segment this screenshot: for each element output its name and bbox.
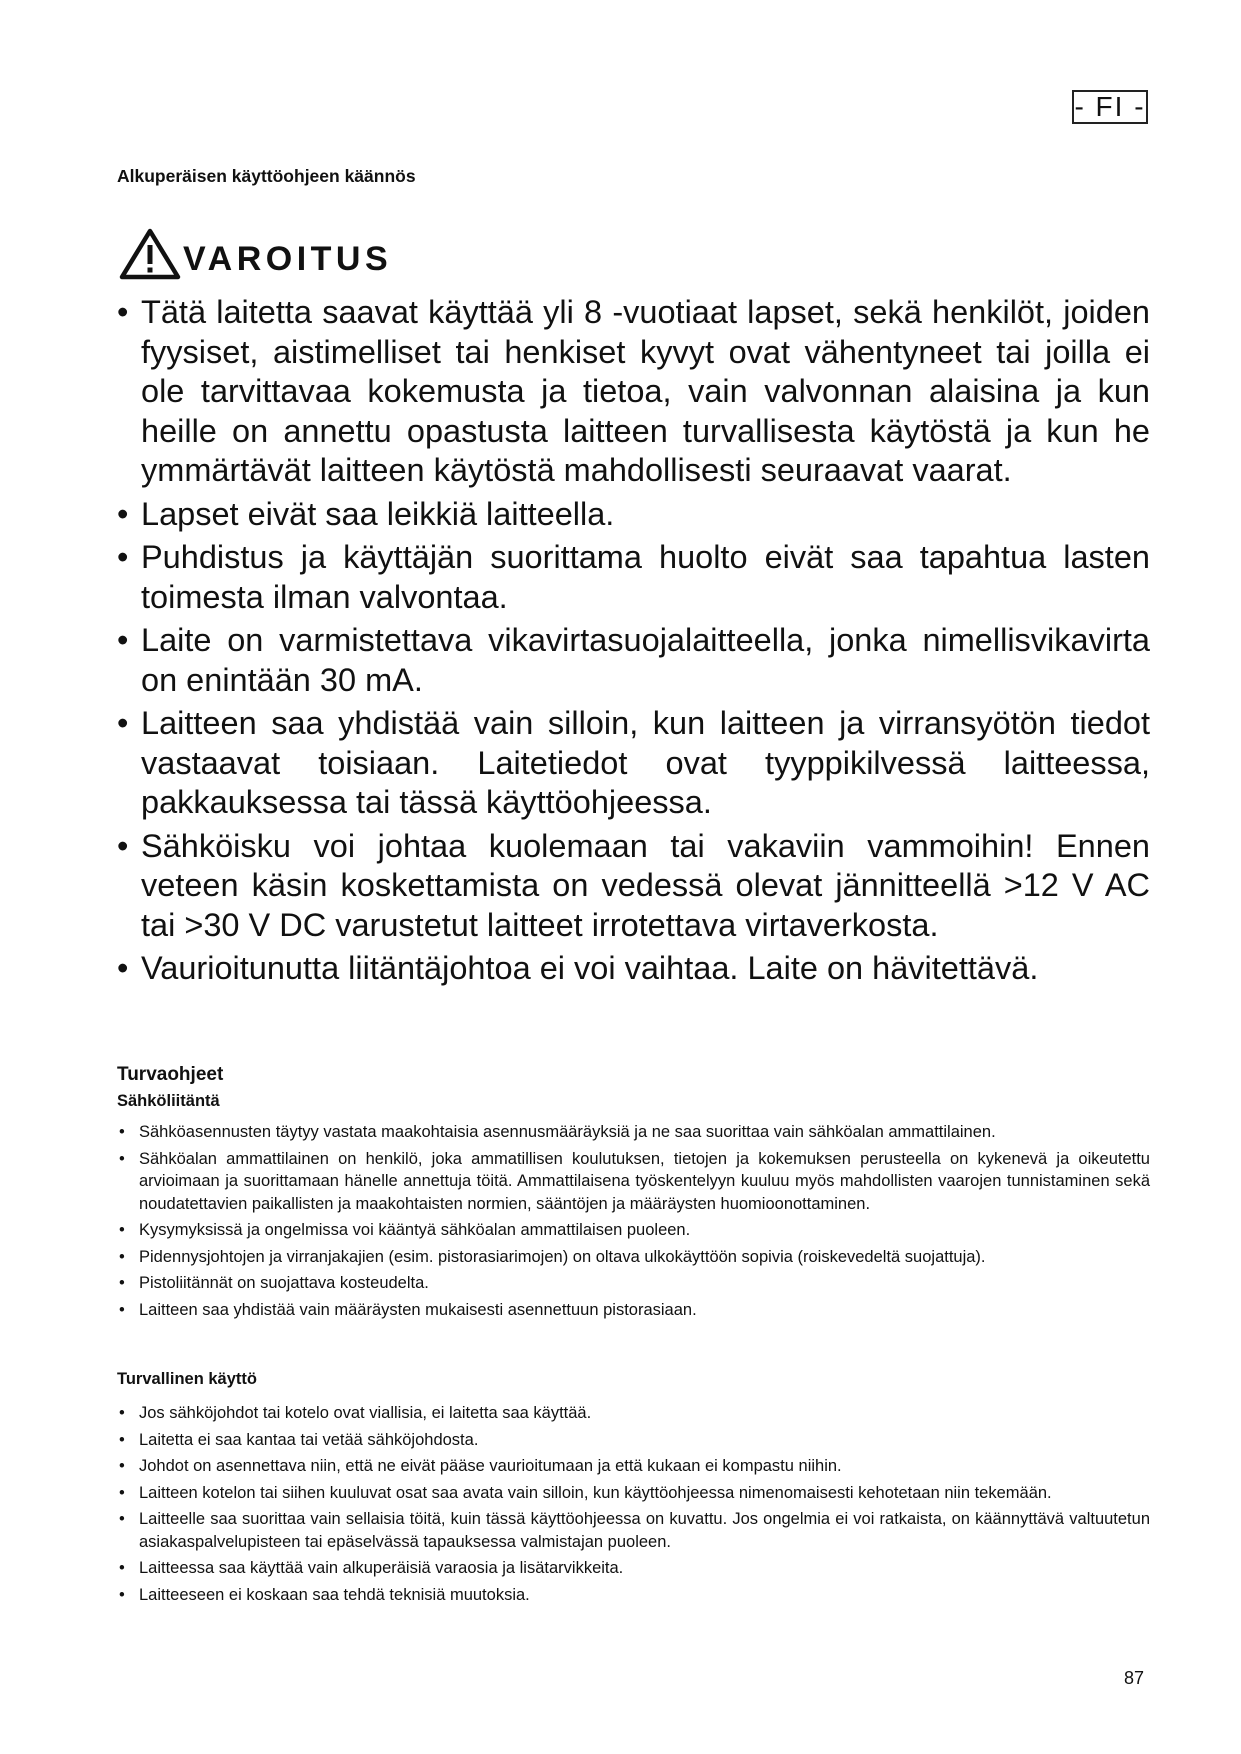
list-item: • Laitetta ei saa kantaa tai vetää sähköjohdosta. [117,1429,1150,1452]
electrical-subtitle: Sähköliitäntä [117,1092,220,1110]
safe-use-list [117,1402,1150,1610]
page-number: 87 [1124,1668,1145,1688]
list-item: • Sähköisku voi johtaa kuolemaan tai vakaviin vammoihin! Ennen veteen käsin koskettamista on vedessä olevat jännitteellä >12 V AC tai >30 V DC varustetut laitteet irrotettava virtaverkosta. [117,827,1150,946]
safe-use-subtitle: Turvallinen käyttö [117,1370,257,1388]
warning-list [117,293,1150,993]
list-item: • Laitteeseen ei koskaan saa tehdä teknisiä muutoksia. [117,1584,1150,1607]
safety-section-title: Turvaohjeet [117,1064,224,1085]
list-item: • Vaurioitunutta liitäntäjohtoa ei voi vaihtaa. Laite on hävitettävä. [117,949,1150,989]
list-item: • Kysymyksissä ja ongelmissa voi kääntyä sähköalan ammattilaisen puoleen. [117,1219,1150,1242]
list-item: • Pistoliitännät on suojattava kosteudelta. [117,1272,1150,1295]
list-item: • Laite on varmistettava vikavirtasuojalaitteella, jonka nimellisvikavirta on enintään 30 mA. [117,621,1150,700]
list-item: • Sähköalan ammattilainen on henkilö, joka ammatillisen koulutuksen, tietojen ja kokemuksen perusteella on kykenevä ja oikeutettu arvioimaan ja suorittamaan hänelle annettuja töitä. Ammattilaisena työskentelyyn kuuluu myös mahdollisten vaarojen tunnistaminen sekä noudatettavien paikallisten ja maakohtaisten normien, sääntöjen ja määräysten huomioonottaminen. [117,1148,1150,1216]
list-item: • Puhdistus ja käyttäjän suorittama huolto eivät saa tapahtua lasten toimesta ilman valvontaa. [117,538,1150,617]
warning-heading [119,228,392,280]
list-item: • Laitteen saa yhdistää vain silloin, kun laitteen ja virransyötön tiedot vastaavat toisiaan. Laitetiedot ovat tyyppikilvessä laitteessa, pakkauksessa tai tässä käyttöohjeessa. [117,704,1150,823]
list-item: • Sähköasennusten täytyy vastata maakohtaisia asennusmääräyksiä ja ne saa suorittaa vain sähköalan ammattilainen. [117,1121,1150,1144]
warning-triangle-icon [119,228,181,280]
list-item: • Laitteessa saa käyttää vain alkuperäisiä varaosia ja lisätarvikkeita. [117,1557,1150,1580]
document-subtitle: Alkuperäisen käyttöohjeen käännös [117,166,416,186]
warning-title: VAROITUS [183,239,393,278]
electrical-list [117,1121,1150,1325]
list-item: • Laitteen kotelon tai siihen kuuluvat osat saa avata vain silloin, kun käyttöohjeessa nimenomaisesti kehotetaan niin tekemään. [117,1482,1150,1505]
list-item: • Pidennysjohtojen ja virranjakajien (esim. pistorasiarimojen) on oltava ulkokäyttöön sopivia (roiskevedeltä suojattuja). [117,1246,1150,1269]
list-item: • Laitteelle saa suorittaa vain sellaisia töitä, kuin tässä käyttöohjeessa on kuvattu. Jos ongelmia ei voi ratkaista, on käännyttävä valtuutetun asiakaspalvelupisteen tai epäselvässä tapauksessa valmistajan puoleen. [117,1508,1150,1553]
list-item: • Johdot on asennettava niin, että ne eivät pääse vaurioitumaan ja että kukaan ei kompastu niihin. [117,1455,1150,1478]
language-indicator: - FI - [1072,90,1148,124]
list-item: • Lapset eivät saa leikkiä laitteella. [117,495,1150,535]
list-item: • Laitteen saa yhdistää vain määräysten mukaisesti asennettuun pistorasiaan. [117,1299,1150,1322]
list-item: • Jos sähköjohdot tai kotelo ovat viallisia, ei laitetta saa käyttää. [117,1402,1150,1425]
list-item: • Tätä laitetta saavat käyttää yli 8 -vuotiaat lapset, sekä henkilöt, joiden fyysiset, aistimelliset tai henkiset kyvyt ovat vähentyneet tai joilla ei ole tarvittavaa kokemusta ja tietoa, vain valvonnan alaisina ja kun heille on annettu opastusta laitteen turvallisesta käytöstä ja kun he ymmärtävät laitteen käytöstä mahdollisesti seuraavat vaarat. [117,293,1150,491]
